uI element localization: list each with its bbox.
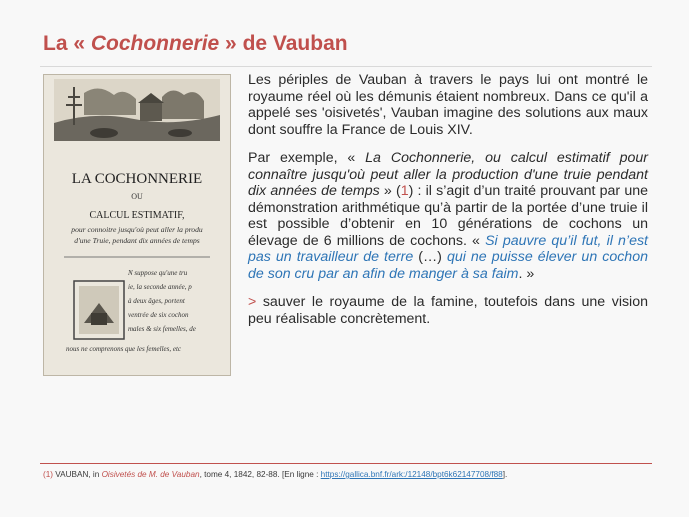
footnote-work: Oisivetés de M. de Vauban [101, 470, 200, 479]
engraving-image [43, 74, 231, 376]
arrow-icon: > [248, 294, 257, 310]
engraving-col4: ventrée de six cochon [128, 311, 189, 319]
paragraph-2: Par exemple, « La Cochonnerie, ou calcul estimatif pour connaître jusqu'où peut aller la production d'une truie pendant dix années de temps » (1) : il s’agit d’un traité prouvant par une démonstration arithmétique qu’à partir de la portée d’une truie il est possible d’obtenir en 10 générations de cochons un élevage de 6 millions de cochons. « Si pauvre qu’il fut, il n’est pas un travailleur de terre (…) qui ne puisse élever un cochon de son cru par an afin de manger à sa faim. » [248, 150, 648, 282]
vignette-illustration [54, 79, 220, 141]
title-suffix: » de Vauban [219, 32, 348, 55]
title-italic: Cochonnerie [90, 32, 220, 55]
engraving-col2: ie, la seconde année, p [128, 283, 192, 291]
paragraph-3: > sauver le royaume de la famine, toutefois dans une vision peu réalisable concrètement. [248, 294, 648, 327]
engraving-col6: nous ne comprenons que les femelles, etc [66, 345, 182, 353]
engraving-col1: N suppose qu'une tru [128, 269, 188, 277]
quote-blue-1: Si pauvre qu’il fut, il n’est pas un travailleur de terre [248, 232, 648, 265]
footnote-ref: (1) [43, 470, 54, 479]
title-prefix: La « [43, 32, 91, 55]
engraving-col3: à deux âges, portent [128, 297, 185, 305]
paragraph-1: Les périples de Vauban à travers le pays lui ont montré le royaume réel où les démunis étaient nombreux. Dans ce qu'il a appelé ses 'oisivetés', Vauban imagine des solutions aux maux dont souffre la France de Louis XIV. [248, 72, 648, 138]
engraving-ou: OU [131, 192, 143, 201]
engraving-title: LA COCHONNERIE [71, 171, 203, 187]
body-text [248, 72, 648, 339]
engraving-line1: pour connoitre jusqu'où peut aller la produ [71, 225, 203, 234]
engraving-line2: d'une Truie, pendant dix années de temps [74, 236, 200, 245]
quote-blue-2: qui ne puisse élever un cochon de son cru par an afin de manger à sa faim [248, 249, 648, 282]
footnote-divider [40, 463, 652, 464]
engraving-col5: males & six femelles, de [128, 325, 196, 333]
quote-title: La Cochonnerie, ou calcul estimatif pour connaître jusqu'où peut aller la production d'une truie pendant dix années de temps [248, 150, 648, 199]
reference-marker[interactable]: 1 [400, 183, 409, 199]
footnote-link[interactable]: https://gallica.bnf.fr/ark:/12148/bpt6k62147708/f88 [320, 470, 503, 479]
slide-title [43, 32, 348, 56]
engraving-subtitle: CALCUL ESTIMATIF, [89, 210, 185, 221]
footnote: (1) VAUBAN, in Oisivetés de M. de Vauban, tome 4, 1842, 82-88. [En ligne : https://gallica.bnf.fr/ark:/12148/bpt6k62147708/f88]. [43, 470, 508, 479]
title-divider [40, 66, 652, 67]
